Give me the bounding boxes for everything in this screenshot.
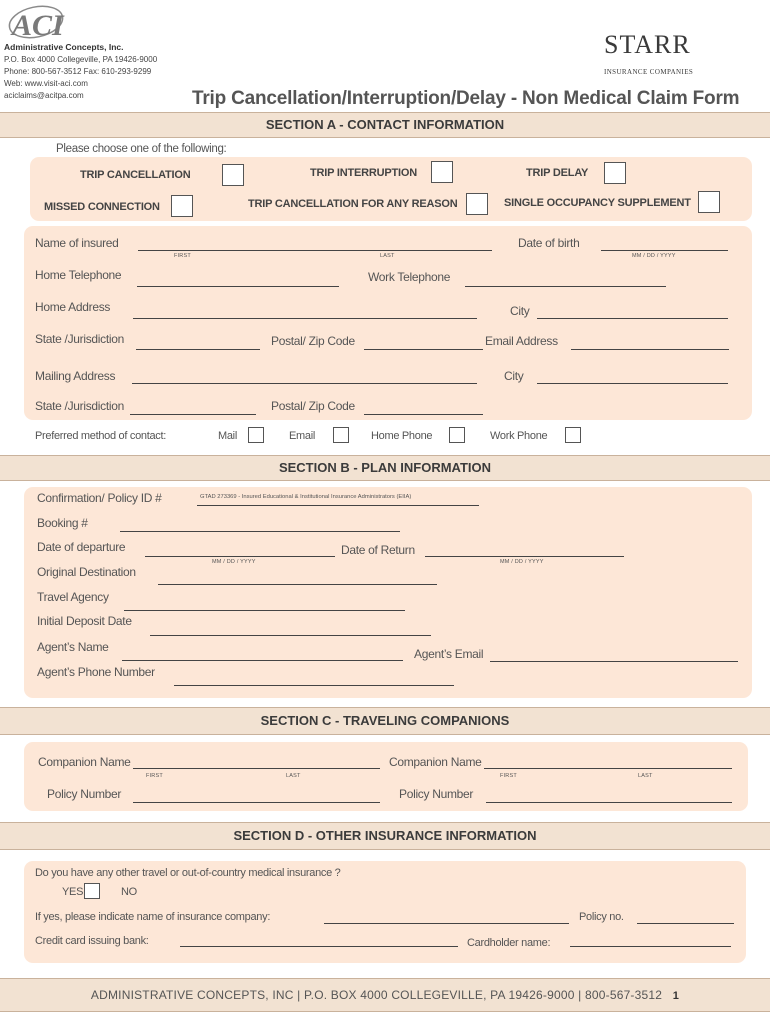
companion-1-policy-field[interactable] (133, 802, 380, 803)
cfar-checkbox[interactable] (466, 193, 488, 215)
single-occupancy-checkbox[interactable] (698, 191, 720, 213)
insurance-company-label: If yes, please indicate name of insurance company: (35, 911, 271, 923)
page-number: 1 (672, 990, 680, 1002)
date-of-birth-field[interactable] (601, 250, 728, 251)
mailing-postal-label: Postal/ Zip Code (271, 399, 355, 413)
home-telephone-label: Home Telephone (35, 268, 122, 282)
no-label: NO (121, 886, 137, 898)
trip-delay-checkbox[interactable] (604, 162, 626, 184)
contact-email-label: Email (289, 430, 316, 442)
company-name: Administrative Concepts, Inc. (4, 42, 124, 52)
policy-no-field[interactable] (637, 923, 734, 924)
yes-label: YES (62, 886, 84, 898)
travel-agency-field[interactable] (124, 610, 405, 611)
name-of-insured-field[interactable] (138, 250, 492, 251)
agents-phone-label: Agent’s Phone Number (37, 665, 155, 679)
footer-contact: ADMINISTRATIVE CONCEPTS, INC | P.O. BOX 4000 COLLEGEVILLE, PA 19426-9000 | 800-567-3512 (90, 988, 663, 1002)
option-trip-cancellation-label: TRIP CANCELLATION (80, 169, 191, 181)
cardholder-name-label: Cardholder name: (467, 937, 551, 949)
last-sublabel: LAST (380, 253, 395, 259)
yes-checkbox[interactable] (84, 883, 100, 899)
companion-1-policy-label: Policy Number (47, 787, 122, 801)
state-field[interactable] (136, 349, 260, 350)
policy-no-label: Policy no. (579, 911, 624, 923)
credit-card-bank-label: Credit card issuing bank: (35, 935, 149, 947)
contact-home-phone-label: Home Phone (371, 430, 433, 442)
state-label: State /Jurisdiction (35, 332, 125, 346)
option-single-occupancy-label: SINGLE OCCUPANCY SUPPLEMENT (504, 197, 691, 209)
home-address-label: Home Address (35, 300, 111, 314)
agents-email-field[interactable] (490, 661, 738, 662)
initial-deposit-field[interactable] (150, 635, 431, 636)
confirmation-value: GTAD 273369 - Insured Educational & Institutional Insurance Administrators (EIIA) (200, 494, 412, 500)
contact-email-checkbox[interactable] (333, 427, 349, 443)
agents-name-label: Agent’s Name (37, 640, 109, 654)
cardholder-name-field[interactable] (570, 946, 731, 947)
date-of-return-field[interactable] (425, 556, 624, 557)
companion-2-name-field[interactable] (484, 768, 732, 769)
contact-work-phone-checkbox[interactable] (565, 427, 581, 443)
date-of-birth-label: Date of birth (518, 236, 580, 250)
confirmation-field[interactable] (197, 505, 479, 506)
option-trip-delay-label: TRIP DELAY (526, 167, 589, 179)
home-city-field[interactable] (537, 318, 728, 319)
home-city-label: City (510, 304, 530, 318)
choose-prompt: Please choose one of the following: (56, 143, 227, 155)
credit-card-bank-field[interactable] (180, 946, 458, 947)
postal-code-field[interactable] (364, 349, 483, 350)
footer-text (0, 988, 770, 1002)
agents-name-field[interactable] (122, 660, 403, 661)
section-b-header: SECTION B - PLAN INFORMATION (0, 455, 770, 481)
original-destination-label: Original Destination (37, 565, 136, 579)
dob-format: MM / DD / YYYY (632, 253, 676, 259)
preferred-contact-label: Preferred method of contact: (35, 430, 167, 442)
insurance-company-field[interactable] (324, 923, 569, 924)
companion-1-name-label: Companion Name (38, 755, 131, 769)
companion-2-policy-field[interactable] (486, 802, 732, 803)
mailing-state-label: State /Jurisdiction (35, 399, 125, 413)
booking-label: Booking # (37, 516, 88, 530)
address-line: P.O. Box 4000 Collegeville, PA 19426-9000 (4, 55, 158, 64)
option-missed-connection-label: MISSED CONNECTION (44, 201, 160, 213)
companion-2-last-sublabel: LAST (638, 773, 653, 779)
email-line: aciclaims@acitpa.com (4, 91, 84, 100)
companion-1-name-field[interactable] (133, 768, 380, 769)
mailing-address-label: Mailing Address (35, 369, 116, 383)
work-telephone-label: Work Telephone (368, 270, 451, 284)
date-of-return-label: Date of Return (341, 543, 415, 557)
email-address-label: Email Address (485, 334, 558, 348)
mailing-city-label: City (504, 369, 524, 383)
starr-logo: STARR (604, 30, 691, 59)
home-telephone-field[interactable] (137, 286, 339, 287)
svg-text:ACI: ACI (12, 9, 64, 42)
initial-deposit-label: Initial Deposit Date (37, 614, 132, 628)
email-address-field[interactable] (571, 349, 729, 350)
form-title: Trip Cancellation/Interruption/Delay - Non Medical Claim Form (192, 88, 740, 109)
companion-1-first-sublabel: FIRST (146, 773, 163, 779)
section-d-header: SECTION D - OTHER INSURANCE INFORMATION (0, 822, 770, 850)
confirmation-label: Confirmation/ Policy ID # (37, 491, 162, 505)
trip-cancellation-checkbox[interactable] (222, 164, 244, 186)
missed-connection-checkbox[interactable] (171, 195, 193, 217)
mailing-postal-field[interactable] (364, 414, 483, 415)
other-insurance-question: Do you have any other travel or out-of-country medical insurance ? (35, 867, 341, 879)
postal-code-label: Postal/ Zip Code (271, 334, 355, 348)
agents-email-label: Agent’s Email (414, 647, 484, 661)
travel-agency-label: Travel Agency (37, 590, 109, 604)
section-a-header: SECTION A - CONTACT INFORMATION (0, 112, 770, 138)
mailing-city-field[interactable] (537, 383, 728, 384)
aci-logo (6, 2, 66, 42)
original-destination-field[interactable] (158, 584, 437, 585)
departure-date-format: MM / DD / YYYY (212, 559, 256, 565)
date-of-departure-label: Date of departure (37, 540, 126, 554)
mailing-state-field[interactable] (130, 414, 256, 415)
booking-field[interactable] (120, 531, 400, 532)
return-date-format: MM / DD / YYYY (500, 559, 544, 565)
companion-2-policy-label: Policy Number (399, 787, 474, 801)
section-c-header: SECTION C - TRAVELING COMPANIONS (0, 707, 770, 735)
name-of-insured-label: Name of insured (35, 236, 119, 250)
first-sublabel: FIRST (174, 253, 191, 259)
companion-2-first-sublabel: FIRST (500, 773, 517, 779)
web-line: Web: www.visit-aci.com (4, 79, 88, 88)
contact-mail-label: Mail (218, 430, 237, 442)
companion-2-name-label: Companion Name (389, 755, 482, 769)
mailing-address-field[interactable] (132, 383, 477, 384)
agents-phone-field[interactable] (174, 685, 454, 686)
companion-1-last-sublabel: LAST (286, 773, 301, 779)
home-address-field[interactable] (133, 318, 477, 319)
contact-work-phone-label: Work Phone (490, 430, 548, 442)
work-telephone-field[interactable] (465, 286, 666, 287)
option-trip-interruption-label: TRIP INTERRUPTION (310, 167, 418, 179)
trip-interruption-checkbox[interactable] (431, 161, 453, 183)
contact-home-phone-checkbox[interactable] (449, 427, 465, 443)
option-cfar-label: TRIP CANCELLATION FOR ANY REASON (248, 198, 458, 210)
date-of-departure-field[interactable] (145, 556, 335, 557)
contact-mail-checkbox[interactable] (248, 427, 264, 443)
phone-fax-line: Phone: 800-567-3512 Fax: 610-293-9299 (4, 67, 152, 76)
starr-subtitle: INSURANCE COMPANIES (604, 68, 694, 76)
